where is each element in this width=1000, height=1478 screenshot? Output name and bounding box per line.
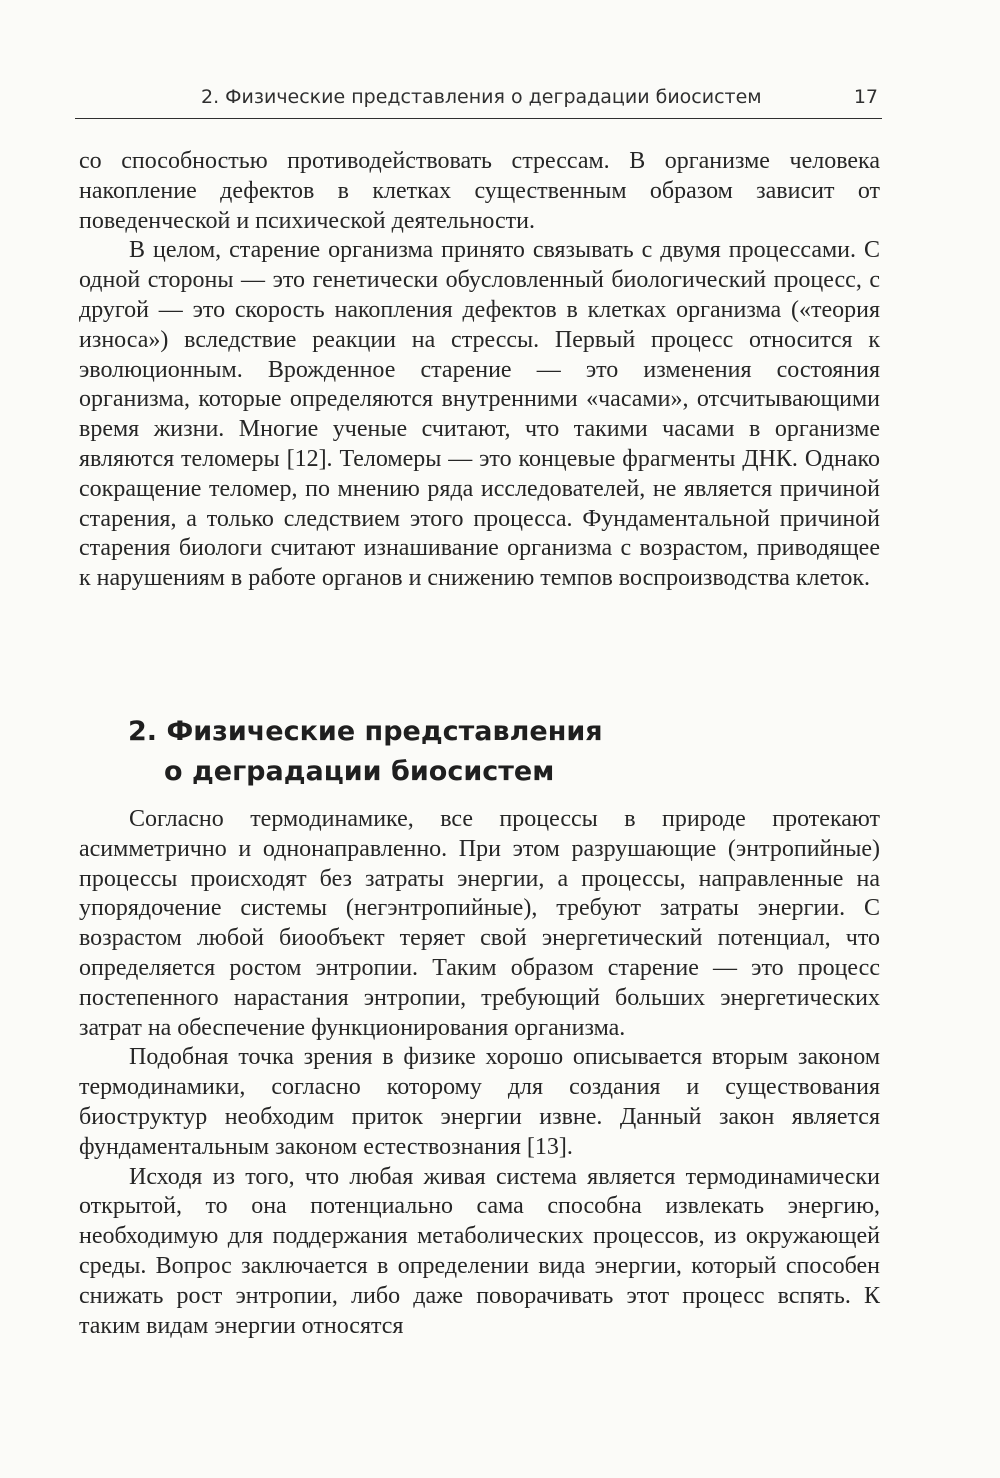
page-number: 17	[853, 86, 878, 108]
header-rule	[75, 118, 882, 119]
section-heading-line-2: о деградации биосистем	[164, 756, 555, 787]
section-two-text	[79, 805, 880, 1341]
running-head	[75, 84, 882, 116]
section-heading	[128, 712, 603, 792]
running-head-title: 2. Физические представления о деградации биосистем	[201, 86, 762, 108]
section-heading-line-1: 2. Физические представления	[128, 716, 603, 747]
paragraph: В целом, старение организма принято связывать с двумя процессами. С одной стороны — это генетически обусловленный биологический процесс, с другой — это скорость накопления дефектов в клетках организма («теория износа») вследствие реакции на стрессы. Первый процесс относится к эволюционным. Врожденное старение — это изменения состояния организма, которые определяются внутренними «часами», отсчитывающими время жизни. Многие ученые считают, что такими часами в организме являются теломеры [12]. Теломеры — это концевые фрагменты ДНК. Однако сокращение теломер, по мнению ряда исследователей, не является причиной старения, а только следствием этого процесса. Фундаментальной причиной старения биологи считают изнашивание организма с возрастом, приводящее к нарушениям в работе органов и снижению темпов воспроизводства клеток.	[79, 237, 880, 592]
paragraph: Согласно термодинамике, все процессы в природе протекают асимметрично и однонаправленно. При этом разрушающие (энтропийные) процессы происходят без затраты энергии, а процессы, направленные на упорядочение системы (негэнтропийные), требуют затраты энергии. С возрастом любой биообъект теряет свой энергетический потенциал, что определяется ростом энтропии. Таким образом старение — это процесс постепенного нарастания энтропии, требующий больших энергетических затрат на обеспечение функционирования организма.	[79, 806, 880, 1041]
paragraph: Исходя из того, что любая живая система является термодинамически открытой, то она потенциально сама способна извлекать энергию, необходимую для поддержания метаболических процессов, из окружающей среды. Вопрос заключается в определении вида энергии, который способен снижать рост энтропии, либо даже поворачивать этот процесс вспять. К таким видам энергии относятся	[79, 1163, 880, 1339]
section-one-text	[79, 147, 880, 594]
paragraph: со способностью противодействовать стрессам. В организме человека накопление дефектов в клетках существенным образом зависит от поведенческой и психической деятельности.	[79, 148, 880, 234]
paragraph: Подобная точка зрения в физике хорошо описывается вторым законом термодинамики, согласно которому для создания и существования биоструктур необходим приток энергии извне. Данный закон является фундаментальным законом естествознания [13].	[79, 1044, 880, 1160]
